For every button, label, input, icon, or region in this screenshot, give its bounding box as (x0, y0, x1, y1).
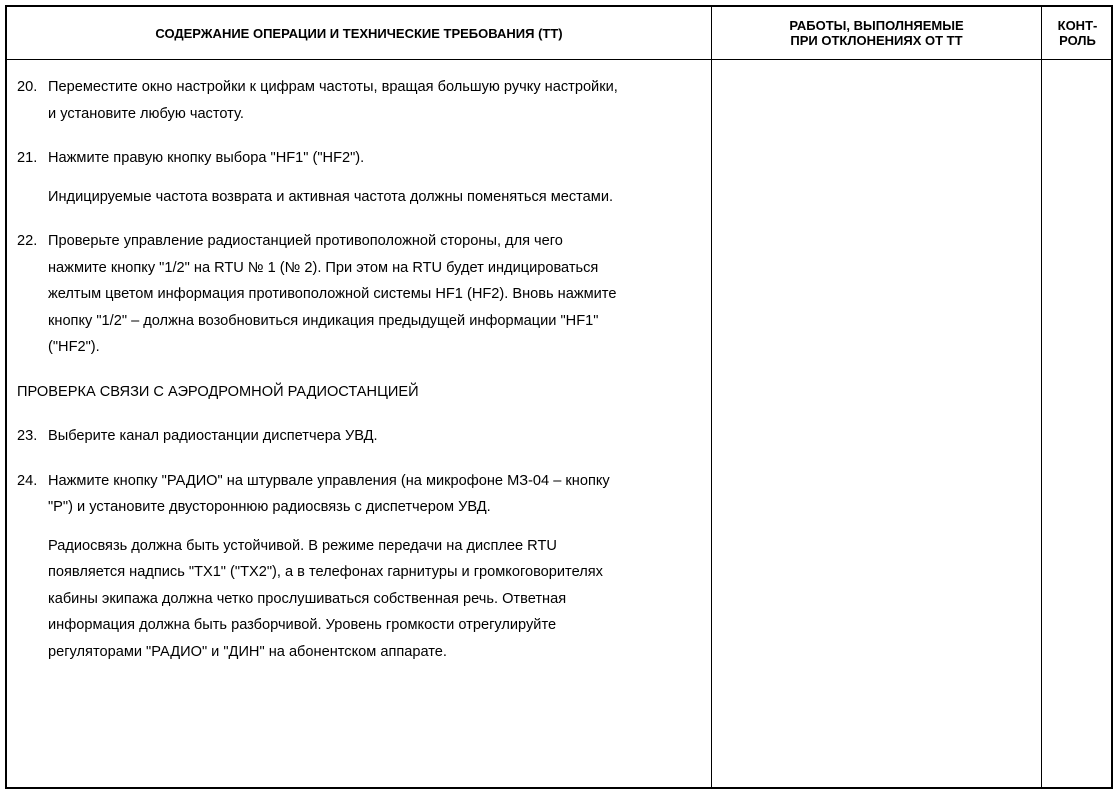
column-divider-1 (711, 7, 712, 787)
operation-content (17, 74, 707, 665)
requirement-text-line: Индицируемые частота возврата и активная частота должны поменяться местами. (48, 188, 614, 205)
step-text-line: Переместите окно настройки к цифрам частоты, вращая большую ручку настройки, (48, 79, 618, 95)
header-col2-label (789, 18, 963, 48)
header-operation-content (7, 7, 711, 59)
step-requirement-24 (17, 533, 707, 666)
header-col3-line2: РОЛЬ (1059, 33, 1096, 48)
step-number: 24. (17, 472, 38, 489)
step-number: 23. (17, 428, 38, 444)
header-col2-line2: ПРИ ОТКЛОНЕНИЯХ ОТ ТТ (790, 33, 963, 48)
step-text-line: "Р") и установите двустороннюю радиосвязь с диспетчером УВД. (48, 499, 491, 515)
requirement-text-line: информация должна быть разборчивой. Уровень громкости отрегулируйте (48, 617, 557, 633)
requirement-text-line: кабины экипажа должна четко прослушиваться собственная речь. Ответная (48, 590, 567, 607)
header-col1-label: СОДЕРЖАНИЕ ОПЕРАЦИИ И ТЕХНИЧЕСКИЕ ТРЕБОВАНИЯ (ТТ) (155, 25, 563, 41)
step-item-21 (17, 145, 707, 172)
column-divider-2 (1041, 7, 1042, 787)
step-item-24 (17, 468, 707, 521)
step-text-line: желтым цветом информация противоположной системы HF1 (HF2). Вновь нажмите (48, 286, 617, 302)
step-text-line: нажмите кнопку "1/2" на RTU № 1 (№ 2). При этом на RTU будет индицироваться (48, 259, 599, 276)
header-col2-line1: РАБОТЫ, ВЫПОЛНЯЕМЫЕ (789, 18, 964, 33)
step-item-20 (17, 74, 707, 127)
step-requirement-21 (17, 184, 707, 211)
step-number: 22. (17, 233, 38, 249)
step-number: 21. (17, 150, 38, 166)
step-text-line: ("HF2"). (48, 339, 100, 355)
step-number: 20. (17, 79, 38, 95)
header-col3-label (1058, 18, 1098, 48)
step-text-line: Выберите канал радиостанции диспетчера УВД. (48, 428, 378, 444)
requirement-text-line: Радиосвязь должна быть устойчивой. В режиме передачи на дисплее RTU (48, 537, 557, 554)
operation-table (5, 5, 1113, 789)
step-text-line: кнопку "1/2" – должна возобновиться индикация предыдущей информации "HF1" (48, 312, 599, 329)
header-col3-line1: КОНТ- (1057, 18, 1098, 33)
header-deviation-works (712, 7, 1041, 59)
requirement-text-line: регуляторами "РАДИО" и "ДИН" на абонентском аппарате. (48, 643, 447, 660)
step-text-line: Нажмите кнопку "РАДИО" на штурвале управления (на микрофоне МЗ-04 – кнопку (48, 472, 610, 489)
section-title: ПРОВЕРКА СВЯЗИ С АЭРОДРОМНОЙ РАДИОСТАНЦИЕЙ (17, 383, 419, 400)
step-item-23 (17, 423, 707, 450)
header-control (1042, 7, 1113, 59)
step-text-line: Проверьте управление радиостанцией противоположной стороны, для чего (48, 233, 563, 249)
requirement-text-line: появляется надпись "ТХ1" ("ТХ2"), а в телефонах гарнитуры и громкоговорителях (48, 564, 603, 580)
header-divider (7, 59, 1111, 60)
step-text-line: Нажмите правую кнопку выбора "HF1" ("HF2"). (48, 150, 365, 166)
step-item-22 (17, 228, 707, 361)
step-text-line: и установите любую частоту. (48, 105, 244, 122)
